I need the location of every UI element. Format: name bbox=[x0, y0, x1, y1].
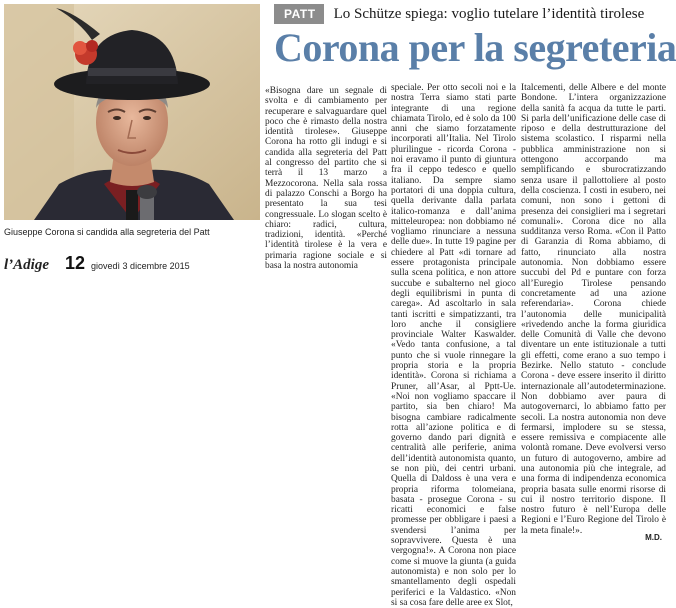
page-number: 12 bbox=[65, 253, 86, 273]
publication-line bbox=[4, 253, 266, 275]
publication-logo: l’Adige bbox=[4, 257, 49, 273]
photo-caption: Giuseppe Corona si candida alla segreteria del Patt bbox=[4, 227, 210, 237]
article-column-3 bbox=[521, 83, 666, 545]
kicker bbox=[274, 4, 644, 24]
article-column-2 bbox=[391, 83, 516, 608]
portrait-image bbox=[4, 4, 260, 220]
kicker-text: Lo Schütze spiega: voglio tutelare l’identità tirolese bbox=[333, 5, 645, 22]
kicker-tag: PATT bbox=[274, 4, 324, 24]
publication-date: giovedì 3 dicembre 2015 bbox=[91, 261, 190, 271]
article-photo bbox=[4, 4, 260, 220]
article-text: «Bisogna dare un segnale di svolta e di cambiamento per recuperare e salvaguardare quel poco che è rimasto della nostra identità tirolese». Giuseppe Corona ha rotto gli indugi e si candida alla segreteria del Patt al congresso del partito che si terrà il 13 marzo a Mezzocorona. Nella sala rossa di palazzo Conschi a Borgo ha presentato la sua tesi congressuale. Lo slogan scelto è chiaro: radici, cultura, tradizioni, identità. «Perché l’identità tirolese è la vera e primaria ragione sociale e si basa la nostra autonomia bbox=[265, 86, 387, 272]
headline: Corona per la segreteria bbox=[274, 25, 676, 70]
author-signature: M.D. bbox=[645, 533, 662, 542]
article-text: speciale. Per otto secoli noi e la nostra Terra siamo stati parte integrante di una regione chiamata Tirolo, ed è solo da 100 anni che siamo forzatamente incorporati all’Italia. Nel Tirolo plurilingue - ricorda Corona - noi eravamo il punto di giuntura fra il ceppo tedesco e quello italiano. Da sempre siamo portatori di una doppia cultura, quella derivante dalla parlata italico-romanza e dall’anima mitteleuropea: non dobbiamo né vogliamo rinunciare a nessuna delle due». In tutte 19 pagine per chiedere al Patt «di tornare ad essere protagonista principale sulla scena politica, e non attore succube e subalterno nel gioco degli equilibrismi in punta di carega». Ad ascoltarlo in sala tanti iscritti e simpatizzanti, tra loro anche il consigliere provinciale Walter Kaswalder. «Vedo tanta confusione, a tal punto che si vuole rinnegare la propria storia e la propria identità». Corona si richiama a Pruner, all’Asar, al Pptt-Ue. «Noi non vogliamo spaccare il partito, sia ben chiaro! Ma bisogna cambiare radicalmente rotta all’azione politica e di governo dando pari dignità e centralità alle periferie, anima dell’identità autonomista quanto, se non più, dei centri urbani. Quella di Daldoss è una vera e propria riforma tolomeiana, basata - prosegue Corona - su ricatti economici e false promesse per obbligare i paesi a svendersi l’anima per sopravvivere. Questa è una vergogna!». A Corona non piace come si muove la giunta (a guida autonomista) e non solo per lo smantellamento degli ospedali periferici e la Valdastico. «Non si sa cosa fare delle aree ex Slot, bbox=[391, 83, 516, 608]
article-text: Italcementi, delle Albere e del monte Bondone. L’intera organizzazione della sanità fa acqua da tutte le parti. Si parla dell’unificazione delle case di riposo e della destrutturazione del sistema scolastico. I risparmi nella pubblica amministrazione non si ottengono accorpando ma semplificando e sburocratizzando senza usare il pallottoliere al posto della coscienza. I costi in esubero, nei comuni, non sono i gettoni di presenza dei consiglieri ma i segretari comunali». Corona dice no alla sudditanza verso Roma. «Con il Patto di Garanzia di Roma abbiamo, di fatto, rinunciato alla nostra autonomia. Non dobbiamo essere succubi del Pd e puntare con forza all’Euregio Tirolese pensando concretamente ad una azione referendaria». Corona chiede l’autonomia delle municipalità «rivedendo anche la forma giuridica delle Comunità di Valle che devono diventare un ente istituzionale a tutti gli effetti, come erano a suo tempo i Bezirke. Nello statuto - conclude Corona - deve essere inserito il diritto internazionale all’autodeterminazione. Non dobbiamo aver paura di autogovernarci, lo abbiamo fatto per secoli. La nostra autonomia non deve fermarsi, implodere su se stessa, essere remissiva e compiacente alle volontà romane. Deve evolversi verso un futuro di autogoverno, ambire ad una autonomia più che integrale, ad una forma di indipendenza economica propria basata sulle enormi risorse di cui il nostro territorio dispone. Il nostro futuro è nell’Europa delle Regioni e l’Euro Regione del Tirolo è la meta finale!». bbox=[521, 83, 666, 536]
article-column-1 bbox=[265, 86, 387, 548]
